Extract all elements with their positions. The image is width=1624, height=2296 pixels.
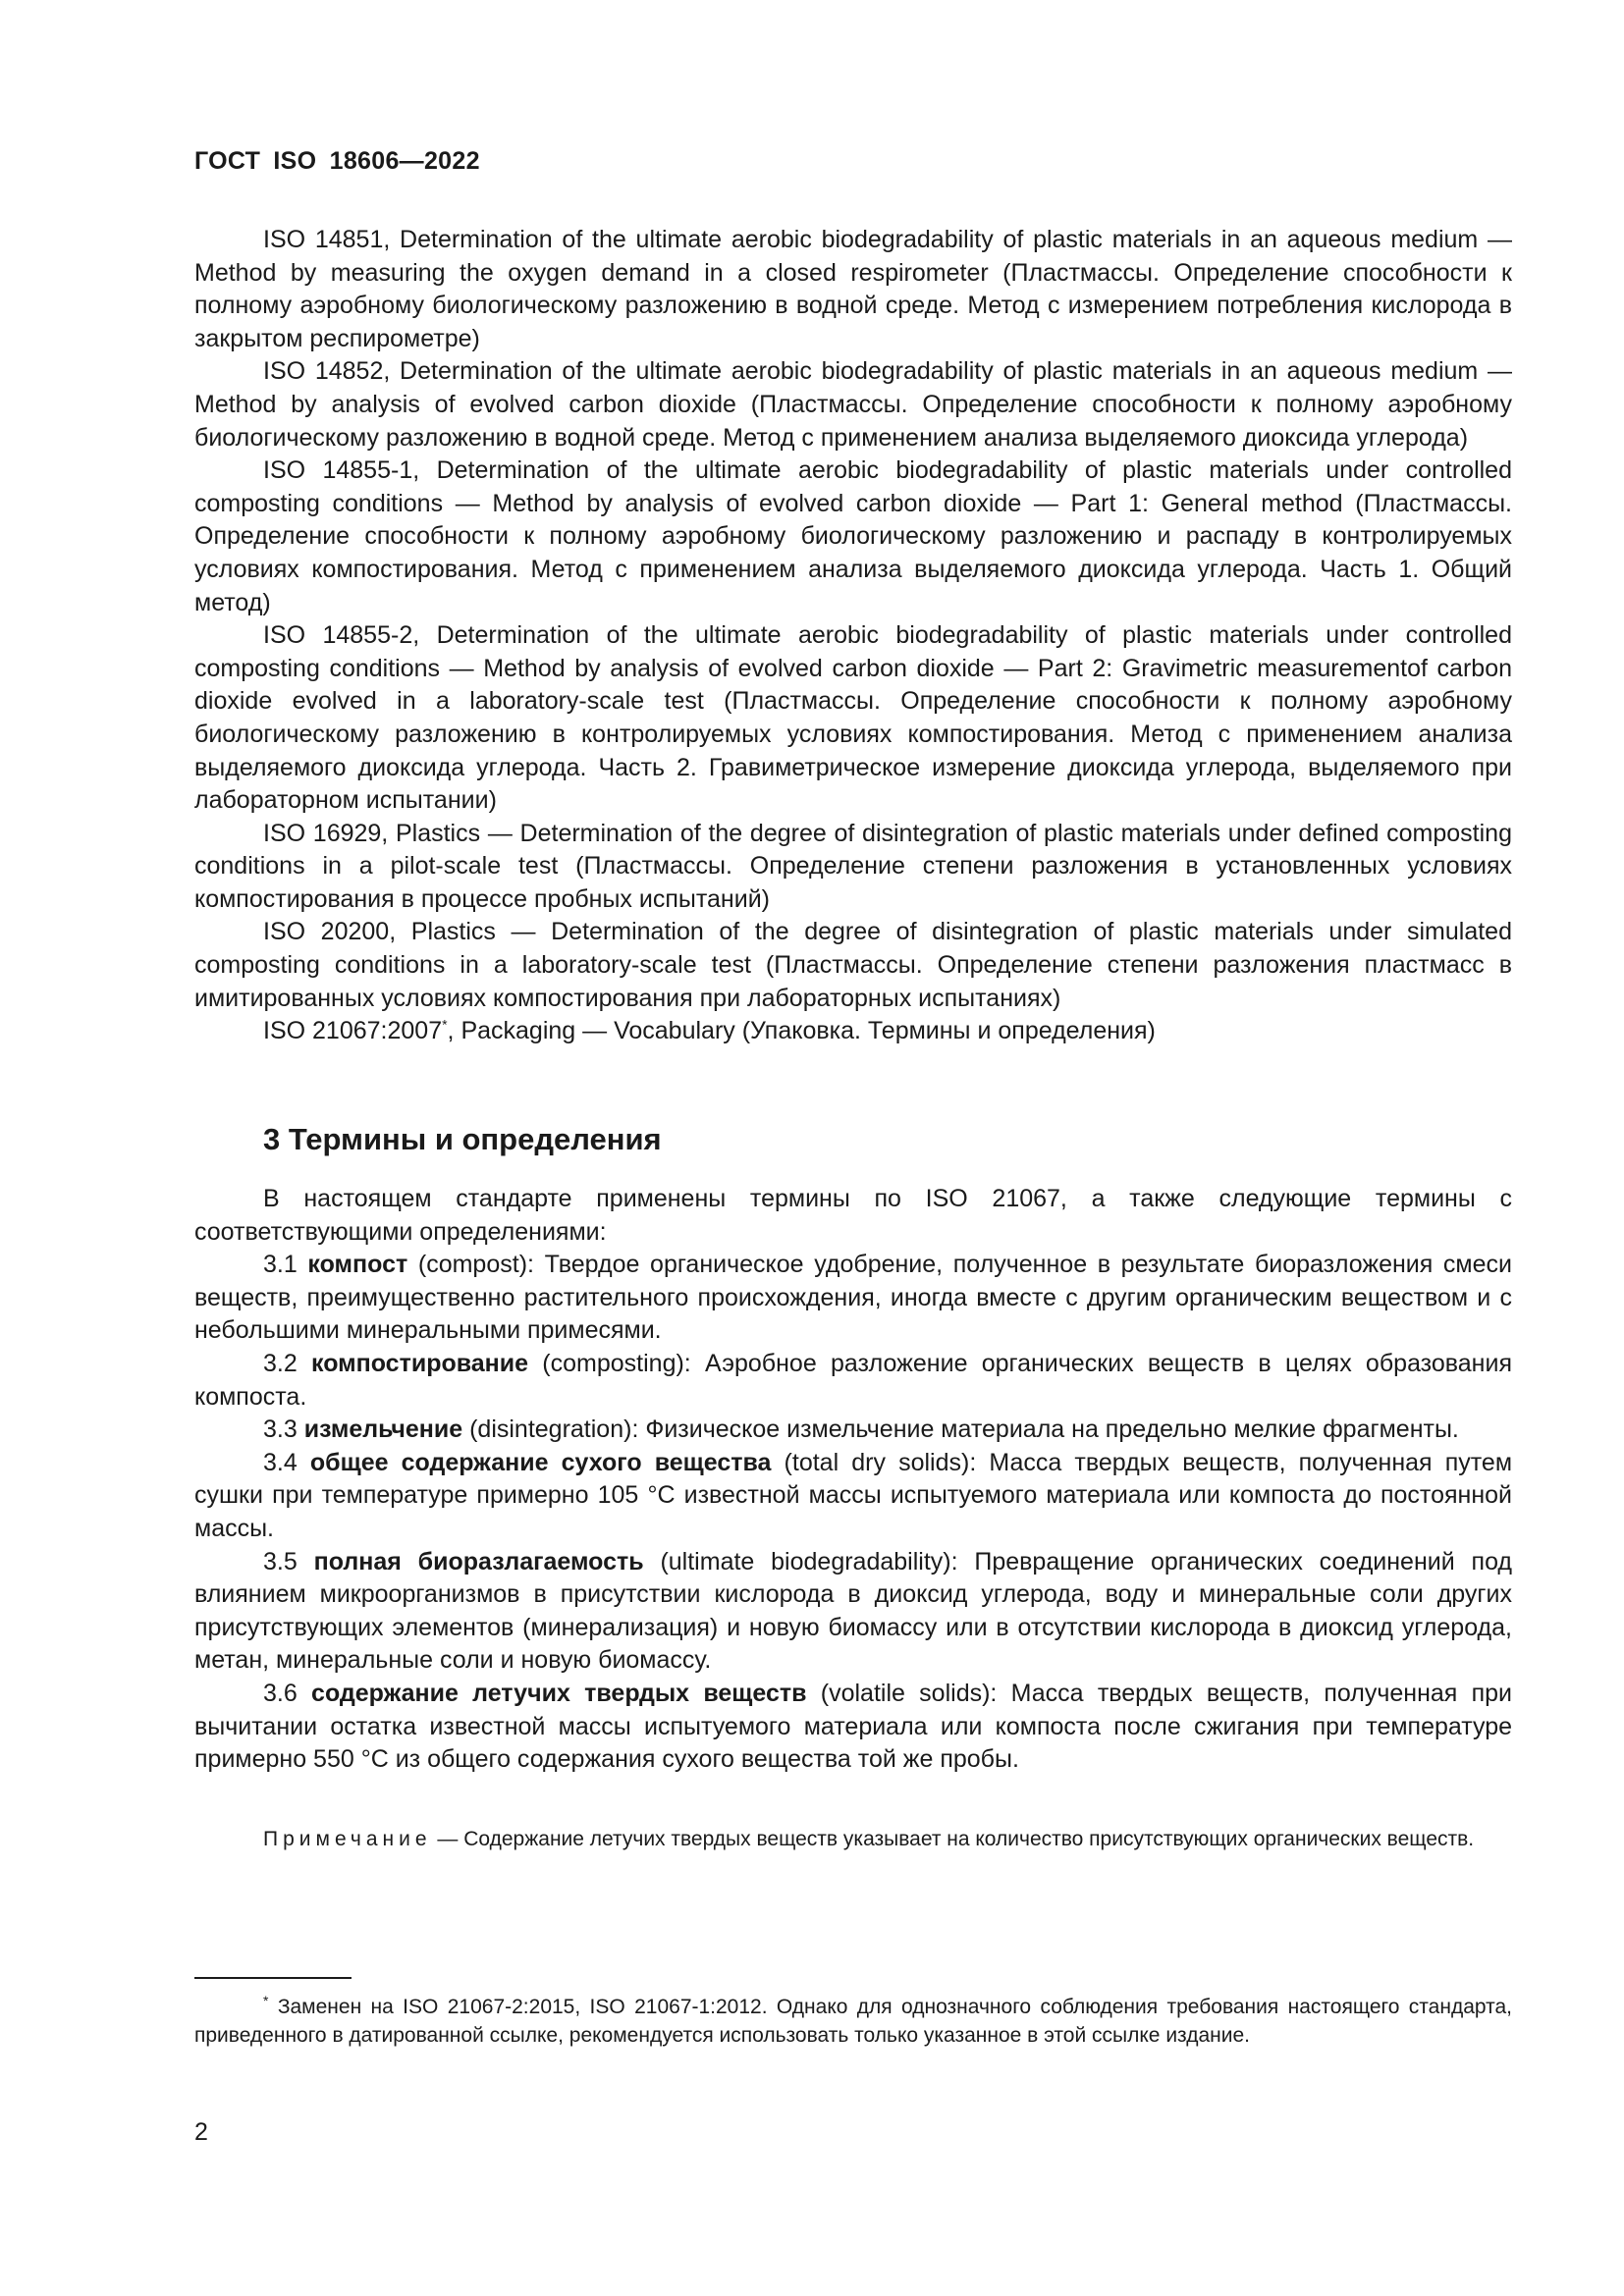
term-entry [194, 1678, 1512, 1777]
term-entry [194, 1447, 1512, 1546]
reference-item: ISO 14851, Determination of the ultimate aerobic biodegradability of plastic materials in an aqueous medium — Method by measuring the oxygen demand in a closed respirometer (Пластмассы. Определение способности к полному аэробному биологическому разложению в водной среде. Метод с измерением потребления кислорода в закрытом респирометре) [194, 226, 1512, 352]
footnote-text: Заменен на ISO 21067-2:2015, ISO 21067-1:2012. Однако для однозначного соблюдения требования настоящего стандарта, приведенного в датированной ссылке, рекомендуется использовать только указанное в этой ссылке издание. [194, 1996, 1512, 2047]
section-title: 3 Термины и определения [263, 1122, 662, 1156]
reference-item: ISO 14855-2, Determination of the ultimate aerobic biodegradability of plastic materials under controlled composting conditions — Method by analysis of evolved carbon dioxide — Part 2: Gravimetric measurementof carbon dioxide evolved in a laboratory-scale test (Пластмассы. Определение способности к полному аэробному биологическому разложению в контролируемых условиях компостирования. Метод с применением анализа выделяемого диоксида углерода. Часть 2. Гравиметрическое измерение диоксида углерода, выделяемого при лабораторном испытании) [194, 621, 1512, 815]
term-definition: (volatile solids): Масса твердых веществ, полученная при вычитании остатка известной массы испытуемого материала или компоста после сжигания при температуре примерно 550 °С из общего содержания сухого вещества той же пробы. [194, 1679, 1513, 1774]
term-number: 3.5 [263, 1547, 298, 1575]
term-name: компостирование [311, 1349, 529, 1377]
term-definition: (total dry solids): Масса твердых веществ, полученная путем сушки при температуре примерно 105 °С известной массы испытуемого материала или компоста до постоянной массы. [194, 1448, 1513, 1542]
term-number: 3.4 [263, 1448, 298, 1476]
term-entry [194, 1348, 1512, 1414]
reference-item: ISO 20200, Plastics — Determination of the degree of disintegration of plastic materials under simulated composting conditions in a laboratory-scale test (Пластмассы. Определение степени разложения пластмасс в имитированных условиях компостирования при лабораторных испытаниях) [194, 918, 1512, 1012]
footnote-divider [194, 1977, 352, 1979]
page-number: 2 [194, 2118, 208, 2146]
term-definition: (composting): Аэробное разложение органических веществ в целях образования компоста. [194, 1349, 1512, 1411]
reference-item: ISO 16929, Plastics — Determination of the degree of disintegration of plastic materials under defined composting conditions in a pilot-scale test (Пластмассы. Определение степени разложения в установленных условиях компостирования в процессе пробных испытаний) [194, 819, 1512, 913]
term-entry [194, 1414, 1512, 1447]
footnote [194, 1993, 1512, 2050]
document-header: ГОСТ ISO 18606—2022 [194, 147, 480, 175]
note-label: Примечание [263, 1828, 432, 1850]
term-definition: (ultimate biodegradability): Превращение органических соединений под влиянием микроорганизмов в присутствии кислорода в диоксид углерода, воду и минеральные соли других присутствующих элементов (минерализация) и новую биомассу или в отсутствии кислорода в диоксид углерода, метан, минеральные соли и новую биомассу. [194, 1547, 1513, 1675]
term-name: полная биоразлагаемость [313, 1547, 644, 1575]
term-name: содержание летучих твердых веществ [311, 1679, 807, 1707]
term-name: измельчение [303, 1415, 463, 1444]
note-text: — Содержание летучих твердых веществ указывает на количество присутствующих органических веществ. [431, 1828, 1475, 1850]
reference-item: ISO 14852, Determination of the ultimate aerobic biodegradability of plastic materials in an aqueous medium — Method by analysis of evolved carbon dioxide (Пластмассы. Определение способности к полному аэробному биологическому разложению в водной среде. Метод с применением анализа выделяемого диоксида углерода) [194, 357, 1512, 452]
term-number: 3.3 [263, 1415, 298, 1444]
reference-code: ISO 21067:2007 [263, 1017, 443, 1045]
reference-item: ISO 14855-1, Determination of the ultimate aerobic biodegradability of plastic materials under controlled composting conditions — Method by analysis of evolved carbon dioxide — Part 1: General method (Пластмассы. Определение способности к полному аэробному биологическому разложению и распаду в контролируемых условиях компостирования. Метод с применением анализа выделяемого диоксида углерода. Часть 1. Общий метод) [194, 456, 1512, 616]
term-definition: (compost): Твердое органическое удобрение, полученное в результате биоразложения смеси веществ, преимущественно растительного происхождения, иногда вместе с другим органическим веществом и с небольшими минеральными примесями. [194, 1251, 1512, 1345]
term-number: 3.6 [263, 1679, 298, 1707]
term-name: компост [307, 1251, 408, 1279]
normative-references [194, 224, 1512, 1048]
term-number: 3.1 [263, 1251, 298, 1279]
term-name: общее содержание сухого вещества [309, 1448, 772, 1476]
footnote-mark: * [263, 1993, 269, 2008]
note [194, 1825, 1512, 1853]
term-number: 3.2 [263, 1349, 298, 1377]
reference-text: , Packaging — Vocabulary (Упаковка. Термины и определения) [447, 1017, 1156, 1045]
term-entry [194, 1249, 1512, 1348]
reference-item-last [194, 1015, 1512, 1048]
term-definition: (disintegration): Физическое измельчение материала на предельно мелкие фрагменты. [462, 1415, 1459, 1444]
section-intro: В настоящем стандарте применены термины по ISO 21067, а также следующие термины с соответствующими определениями: [194, 1185, 1512, 1246]
footnote-mark: * [442, 1016, 448, 1033]
term-entry [194, 1546, 1512, 1678]
terms-section [194, 1183, 1512, 1777]
